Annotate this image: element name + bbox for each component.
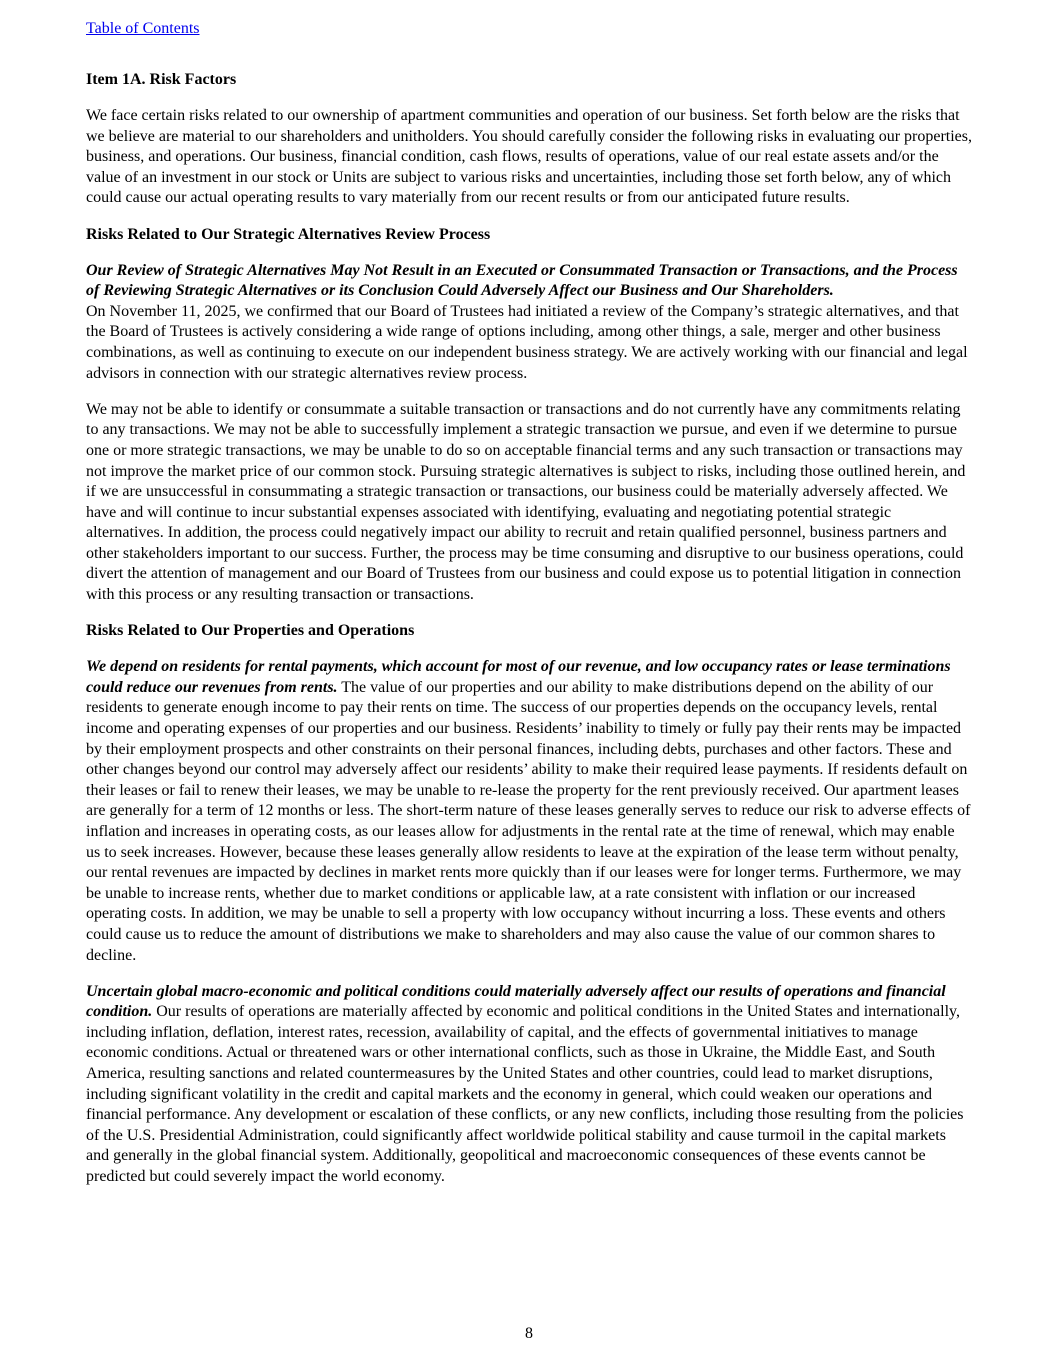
table-of-contents-link[interactable]: Table of Contents <box>86 20 200 37</box>
section-title: Item 1A. Risk Factors <box>86 71 237 88</box>
page-number: 8 <box>525 1325 533 1342</box>
properties-operations-heading: Risks Related to Our Properties and Operations <box>86 622 415 640</box>
risk-macro-economic-body: Our results of operations are materially affected by economic and political conditions in the United States and internationally, including inflation, deflation, interest rates, recession, availability of capital, and the effects of governmental initiatives to manage economic conditions. Actual or threatened wars or other international conflicts, such as those in Ukraine, the Middle East, and South America, resulting sanctions and related countermeasures by the United States and other countries, could lead to market disruptions, including significant volatility in the credit and capital markets and the economy in general, which could weaken our operations and financial performance. Any development or escalation of these conflicts, or any new conflicts, including those resulting from the policies of the U.S. Presidential Administration, could significantly affect worldwide political stability and cause turmoil in the capital markets and generally in the global financial system. Additionally, geopolitical and macroeconomic consequences of these events cannot be predicted but could severely impact the world economy. <box>86 1003 964 1185</box>
intro-paragraph: We face certain risks related to our ownership of apartment communities and operation of our business. Set forth below are the risks that we believe are material to our shareholders and unitholders. You should carefully consider the following risks in evaluating our properties, business, and operations. Our business, financial condition, cash flows, results of operations, value of our real estate assets and/or the value of an investment in our stock or Units are subject to various risks and uncertainties, including those set forth below, any of which could cause our actual operating results to vary materially from our recent results or from our anticipated future results. <box>86 107 972 207</box>
risk-macro-economic-paragraph <box>86 982 972 1188</box>
risk-macro-economic-lead: Uncertain global macro-economic and political conditions could materially adversely affect our results of operations and financial condition. <box>86 982 946 1021</box>
risk-rental-payments-lead: We depend on residents for rental payments, which account for most of our revenue, and low occupancy rates or lease terminations could reduce our revenues from rents. <box>86 658 951 696</box>
risk-rental-payments-body: The value of our properties and our ability to make distributions depend on the ability of our residents to generate enough income to pay their rents on time. The success of our properties depends on the occupancy levels, rental income and operating expenses of our properties and our business. Residents’ inability to timely or fully pay their rents may be impacted by their employment prospects and other constraints on their personal finances, including debts, purchases and other factors. These and other changes beyond our control may adversely affect our residents’ ability to make their required lease payments. If residents default on their leases or fail to renew their leases, we may be unable to re-lease the property for the rent previously received. Our apartment leases are generally for a term of 12 months or less. The short-term nature of these leases generally serves to reduce our risk to adverse effects of inflation and increases in operating costs, as our leases allow for adjustments in the rental rate at the time of renewal, which may enable us to seek increases. However, because these leases generally allow residents to leave at the expiration of the lease term without penalty, our rental revenues are impacted by declines in market rents more quickly than if our leases were for longer terms. Furthermore, we may be unable to increase rents, whether due to market conditions or applicable law, at a rate consistent with inflation or our increased operating costs. In addition, we may be unable to sell a property with low occupancy without incurring a loss. These events and others could cause us to reduce the amount of distributions we make to shareholders and may also cause the value of our common shares to decline. <box>86 678 971 964</box>
risk-rental-payments-paragraph <box>86 657 972 966</box>
risk-strategic-review-paragraph-2: We may not be able to identify or consummate a suitable transaction or transactions and do not currently have any commitments relating to any transactions. We may not be able to successfully implement a strategic transaction we pursue, and even if we determine to pursue one or more strategic transactions, we may be unable to do so on acceptable financial terms and any such transaction or transactions may not improve the market price of our common stock. Pursuing strategic alternatives is subject to risks, including those outlined herein, and if we are unsuccessful in consummating a strategic transaction or transactions, our business could be materially adversely affected. We have and will continue to incur substantial expenses associated with identifying, evaluating and negotiating potential strategic alternatives. In addition, the process could negatively impact our ability to recruit and retain qualified personnel, business partners and other stakeholders important to our success. Further, the process may be time consuming and disruptive to our business operations, could divert the attention of management and our Board of Trustees from our business and could expose us to potential litigation in connection with this process or any resulting transaction or transactions. <box>86 400 966 604</box>
risk-strategic-review-body: On November 11, 2025, we confirmed that our Board of Trustees had initiated a review of the Company’s strategic alternatives, and that the Board of Trustees is actively considering a wide range of options including, among other things, a sale, merger and other business combinations, as well as continuing to execute on our independent business strategy. We are actively working with our financial and legal advisors in connection with our strategic alternatives review process. <box>86 302 968 382</box>
risk-strategic-review-lead: Our Review of Strategic Alternatives May Not Result in an Executed or Consummated Transaction or Transactions, and the Process of Reviewing Strategic Alternatives or its Conclusion Could Adversely Affect our Business and Our Shareholders. <box>86 261 958 300</box>
strategic-alternatives-heading: Risks Related to Our Strategic Alternatives Review Process <box>86 225 491 243</box>
risk-factors-section <box>86 70 972 1188</box>
document-page <box>86 0 972 1365</box>
